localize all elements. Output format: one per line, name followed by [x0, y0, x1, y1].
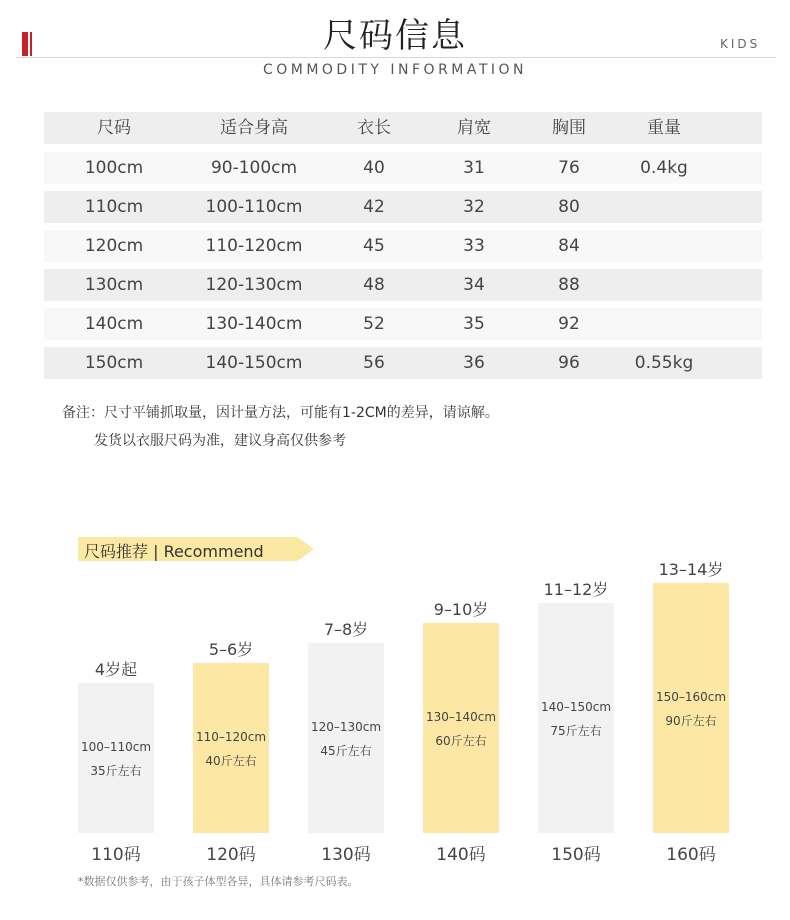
kids-label: KIDS — [720, 37, 761, 51]
table-cell: 100cm — [84, 158, 144, 178]
column-header: 适合身高 — [220, 118, 288, 138]
recommend-footnote: *数据仅供参考，由于孩子体型各异，具体请参考尺码表。 — [78, 875, 359, 888]
column-header: 衣长 — [357, 118, 391, 138]
column-header: 胸围 — [552, 118, 586, 138]
table-cell — [624, 191, 704, 223]
recommend-bar — [538, 603, 614, 833]
recommend-bar — [423, 623, 499, 833]
table-cell: 35 — [463, 314, 485, 334]
bar-weight: 75斤左右 — [550, 724, 602, 738]
bar-height-range: 120–130cm — [310, 720, 382, 734]
table-cell: 52 — [363, 314, 385, 334]
bar-weight: 45斤左右 — [320, 744, 372, 758]
table-cell: 84 — [558, 236, 580, 256]
table-cell: 140cm — [84, 314, 144, 334]
bar-size-code: 120码 — [206, 845, 256, 865]
bar-age-label: 11–12岁 — [543, 580, 609, 599]
table-cell: 76 — [558, 158, 580, 178]
table-cell: 96 — [558, 353, 580, 373]
table-cell: 42 — [363, 197, 385, 217]
table-row — [44, 230, 762, 262]
table-cell: 130cm — [84, 275, 144, 295]
page-title: 尺码信息 — [323, 16, 467, 56]
recommend-bar — [308, 643, 384, 833]
table-cell: 120-130cm — [205, 275, 303, 295]
table-cell: 40 — [363, 158, 385, 178]
table-row — [44, 152, 762, 184]
table-cell: 100-110cm — [205, 197, 303, 217]
table-row — [44, 269, 762, 301]
table-cell: 140-150cm — [205, 353, 303, 373]
bar-size-code: 110码 — [91, 845, 141, 865]
table-cell: 48 — [363, 275, 385, 295]
table-cell: 110-120cm — [205, 236, 303, 256]
table-cell: 150cm — [84, 353, 144, 373]
table-cell: 92 — [558, 314, 580, 334]
recommend-bar — [193, 663, 269, 833]
recommend-label: 尺码推荐 | Recommend — [84, 542, 264, 561]
column-header: 重量 — [647, 118, 681, 138]
bar-weight: 90斤左右 — [665, 714, 717, 728]
bar-age-label: 5–6岁 — [208, 640, 254, 659]
table-cell: 88 — [558, 275, 580, 295]
table-cell — [624, 269, 704, 301]
header-divider — [16, 57, 776, 58]
bar-height-range: 140–150cm — [540, 700, 612, 714]
bar-size-code: 130码 — [321, 845, 371, 865]
table-row — [44, 308, 762, 340]
bar-weight: 35斤左右 — [90, 764, 142, 778]
bar-age-label: 7–8岁 — [323, 620, 369, 639]
table-cell — [624, 308, 704, 340]
bar-age-label: 9–10岁 — [433, 600, 489, 619]
bar-height-range: 110–120cm — [195, 730, 267, 744]
bar-height-range: 150–160cm — [655, 690, 727, 704]
note-line-1: 备注：尺寸平铺抓取量，因计量方法，可能有1-2CM的差异，请谅解。 — [62, 405, 499, 421]
page-subtitle: COMMODITY INFORMATION — [262, 62, 528, 78]
bar-height-range: 100–110cm — [80, 740, 152, 754]
table-cell: 130-140cm — [205, 314, 303, 334]
table-cell: 36 — [463, 353, 485, 373]
table-row — [44, 191, 762, 223]
table-cell: 33 — [463, 236, 485, 256]
bar-age-label: 13–14岁 — [658, 560, 724, 579]
table-cell: 90-100cm — [210, 158, 298, 178]
table-cell: 32 — [463, 197, 485, 217]
bar-height-range: 130–140cm — [425, 710, 497, 724]
table-cell: 80 — [558, 197, 580, 217]
note-line-2: 发货以衣服尺码为准，建议身高仅供参考 — [94, 433, 346, 449]
bar-size-code: 150码 — [551, 845, 601, 865]
bar-age-label: 4岁起 — [94, 660, 138, 679]
table-cell — [624, 230, 704, 262]
page-header — [0, 0, 790, 90]
table-cell: 45 — [363, 236, 385, 256]
recommend-bar — [78, 683, 154, 833]
bar-weight: 60斤左右 — [435, 734, 487, 748]
bar-weight: 40斤左右 — [205, 754, 257, 768]
column-header: 尺码 — [97, 118, 131, 138]
recommend-bar — [653, 583, 729, 833]
table-cell: 0.4kg — [640, 158, 688, 178]
column-header: 肩宽 — [457, 118, 491, 138]
table-cell: 110cm — [84, 197, 144, 217]
table-row — [44, 347, 762, 379]
table-cell: 56 — [363, 353, 385, 373]
table-cell: 120cm — [84, 236, 144, 256]
table-cell: 0.55kg — [634, 353, 694, 373]
table-cell: 34 — [463, 275, 485, 295]
bar-size-code: 160码 — [666, 845, 716, 865]
table-header-row — [44, 112, 762, 144]
bar-size-code: 140码 — [436, 845, 486, 865]
table-cell: 31 — [463, 158, 485, 178]
